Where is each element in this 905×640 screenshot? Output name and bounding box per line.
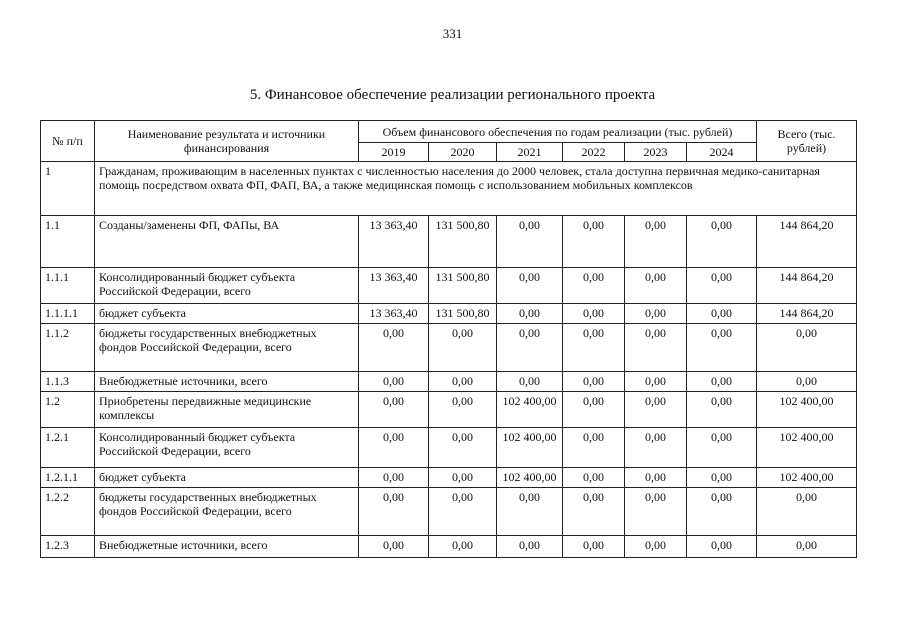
row-year-value: 131 500,80 <box>429 304 497 324</box>
page-number: 331 <box>442 26 463 41</box>
row-year-value: 0,00 <box>625 372 687 392</box>
row-year-value: 0,00 <box>625 392 687 428</box>
table-row <box>41 324 857 372</box>
header-year: 2024 <box>687 143 757 162</box>
row-year-value: 0,00 <box>497 324 563 372</box>
header-year: 2019 <box>359 143 429 162</box>
row-year-value: 102 400,00 <box>497 468 563 488</box>
row-year-value: 0,00 <box>563 392 625 428</box>
row-code: 1.1.1.1 <box>41 304 95 324</box>
header-year: 2020 <box>429 143 497 162</box>
row-year-value: 0,00 <box>429 468 497 488</box>
row-year-value: 0,00 <box>497 268 563 304</box>
row-name: Внебюджетные источники, всего <box>95 536 359 558</box>
row-year-value: 0,00 <box>625 536 687 558</box>
row-total: 0,00 <box>757 372 857 392</box>
row-name: бюджеты государственных внебюджетных фондов Российской Федерации, всего <box>95 488 359 536</box>
row-year-value: 0,00 <box>429 324 497 372</box>
row-code: 1.1.2 <box>41 324 95 372</box>
row-year-value: 0,00 <box>687 216 757 268</box>
row-year-value: 0,00 <box>429 372 497 392</box>
table-row <box>41 468 857 488</box>
table-row <box>41 304 857 324</box>
row-name: Созданы/заменены ФП, ФАПы, ВА <box>95 216 359 268</box>
row-year-value: 0,00 <box>563 216 625 268</box>
row-year-value: 0,00 <box>687 268 757 304</box>
row-year-value: 0,00 <box>359 428 429 468</box>
header-row <box>41 121 857 143</box>
row-total: 144 864,20 <box>757 268 857 304</box>
row-total: 102 400,00 <box>757 428 857 468</box>
table-row <box>41 372 857 392</box>
row-year-value: 131 500,80 <box>429 216 497 268</box>
row-year-value: 0,00 <box>563 304 625 324</box>
header-total: Всего (тыс. рублей) <box>757 121 857 162</box>
row-year-value: 0,00 <box>497 536 563 558</box>
row-year-value: 0,00 <box>687 536 757 558</box>
table-row <box>41 428 857 468</box>
row-year-value: 0,00 <box>625 428 687 468</box>
row-year-value: 0,00 <box>687 428 757 468</box>
row-year-value: 131 500,80 <box>429 268 497 304</box>
row-year-value: 0,00 <box>687 468 757 488</box>
row-code: 1.2.3 <box>41 536 95 558</box>
row-total: 144 864,20 <box>757 216 857 268</box>
row-year-value: 0,00 <box>625 324 687 372</box>
row-year-value: 0,00 <box>687 488 757 536</box>
row-year-value: 0,00 <box>625 268 687 304</box>
header-year: 2023 <box>625 143 687 162</box>
header-volume: Объем финансового обеспечения по годам реализации (тыс. рублей) <box>359 121 757 143</box>
row-year-value: 102 400,00 <box>497 392 563 428</box>
financing-table <box>40 120 857 558</box>
row-year-value: 0,00 <box>497 488 563 536</box>
row-year-value: 0,00 <box>429 488 497 536</box>
row-year-value: 13 363,40 <box>359 268 429 304</box>
row-year-value: 0,00 <box>625 468 687 488</box>
row-year-value: 0,00 <box>429 392 497 428</box>
row-total: 0,00 <box>757 536 857 558</box>
row-year-value: 0,00 <box>563 488 625 536</box>
row-total: 102 400,00 <box>757 392 857 428</box>
row-total: 0,00 <box>757 488 857 536</box>
row-year-value: 0,00 <box>359 372 429 392</box>
row-code: 1.2.1.1 <box>41 468 95 488</box>
row-year-value: 0,00 <box>563 536 625 558</box>
row-total: 102 400,00 <box>757 468 857 488</box>
row-year-value: 0,00 <box>359 536 429 558</box>
row-code: 1.1 <box>41 216 95 268</box>
row-name: Внебюджетные источники, всего <box>95 372 359 392</box>
row-year-value: 13 363,40 <box>359 216 429 268</box>
row-name: бюджет субъекта <box>95 468 359 488</box>
row-year-value: 0,00 <box>625 216 687 268</box>
row-year-value: 0,00 <box>563 268 625 304</box>
row-name: Консолидированный бюджет субъекта Российской Федерации, всего <box>95 428 359 468</box>
row-code: 1.2 <box>41 392 95 428</box>
header-year: 2021 <box>497 143 563 162</box>
table-row <box>41 268 857 304</box>
header-name: Наименование результата и источники финансирования <box>95 121 359 162</box>
row-year-value: 0,00 <box>563 428 625 468</box>
row-year-value: 0,00 <box>497 216 563 268</box>
row-name: Приобретены передвижные медицинские комплексы <box>95 392 359 428</box>
row-name: Гражданам, проживающим в населенных пунктах с численностью населения до 2000 человек, стала доступна первичная медико-санитарная помощь посредством охвата ФП, ФАП, ВА, а также медицинская помощь с использованием мобильных комплексов <box>95 162 857 216</box>
row-year-value: 0,00 <box>497 304 563 324</box>
table-row <box>41 162 857 216</box>
header-num: № п/п <box>41 121 95 162</box>
row-year-value: 0,00 <box>359 392 429 428</box>
row-year-value: 0,00 <box>359 324 429 372</box>
table-row <box>41 488 857 536</box>
row-year-value: 0,00 <box>625 304 687 324</box>
row-year-value: 0,00 <box>429 536 497 558</box>
row-code: 1.1.3 <box>41 372 95 392</box>
row-code: 1.1.1 <box>41 268 95 304</box>
row-year-value: 0,00 <box>563 468 625 488</box>
table-body <box>41 162 857 558</box>
row-year-value: 0,00 <box>687 324 757 372</box>
table-row <box>41 216 857 268</box>
row-code: 1.2.1 <box>41 428 95 468</box>
row-year-value: 0,00 <box>359 488 429 536</box>
row-year-value: 13 363,40 <box>359 304 429 324</box>
row-year-value: 102 400,00 <box>497 428 563 468</box>
row-year-value: 0,00 <box>687 392 757 428</box>
row-code: 1.2.2 <box>41 488 95 536</box>
row-name: бюджет субъекта <box>95 304 359 324</box>
row-total: 0,00 <box>757 324 857 372</box>
row-name: Консолидированный бюджет субъекта Российской Федерации, всего <box>95 268 359 304</box>
row-year-value: 0,00 <box>687 304 757 324</box>
section-title: 5. Финансовое обеспечение реализации регионального проекта <box>249 87 656 103</box>
row-year-value: 0,00 <box>563 324 625 372</box>
row-code: 1 <box>41 162 95 216</box>
row-year-value: 0,00 <box>359 468 429 488</box>
row-total: 144 864,20 <box>757 304 857 324</box>
row-name: бюджеты государственных внебюджетных фондов Российской Федерации, всего <box>95 324 359 372</box>
table-row <box>41 536 857 558</box>
row-year-value: 0,00 <box>687 372 757 392</box>
header-year: 2022 <box>563 143 625 162</box>
row-year-value: 0,00 <box>497 372 563 392</box>
row-year-value: 0,00 <box>429 428 497 468</box>
row-year-value: 0,00 <box>563 372 625 392</box>
row-year-value: 0,00 <box>625 488 687 536</box>
table-row <box>41 392 857 428</box>
